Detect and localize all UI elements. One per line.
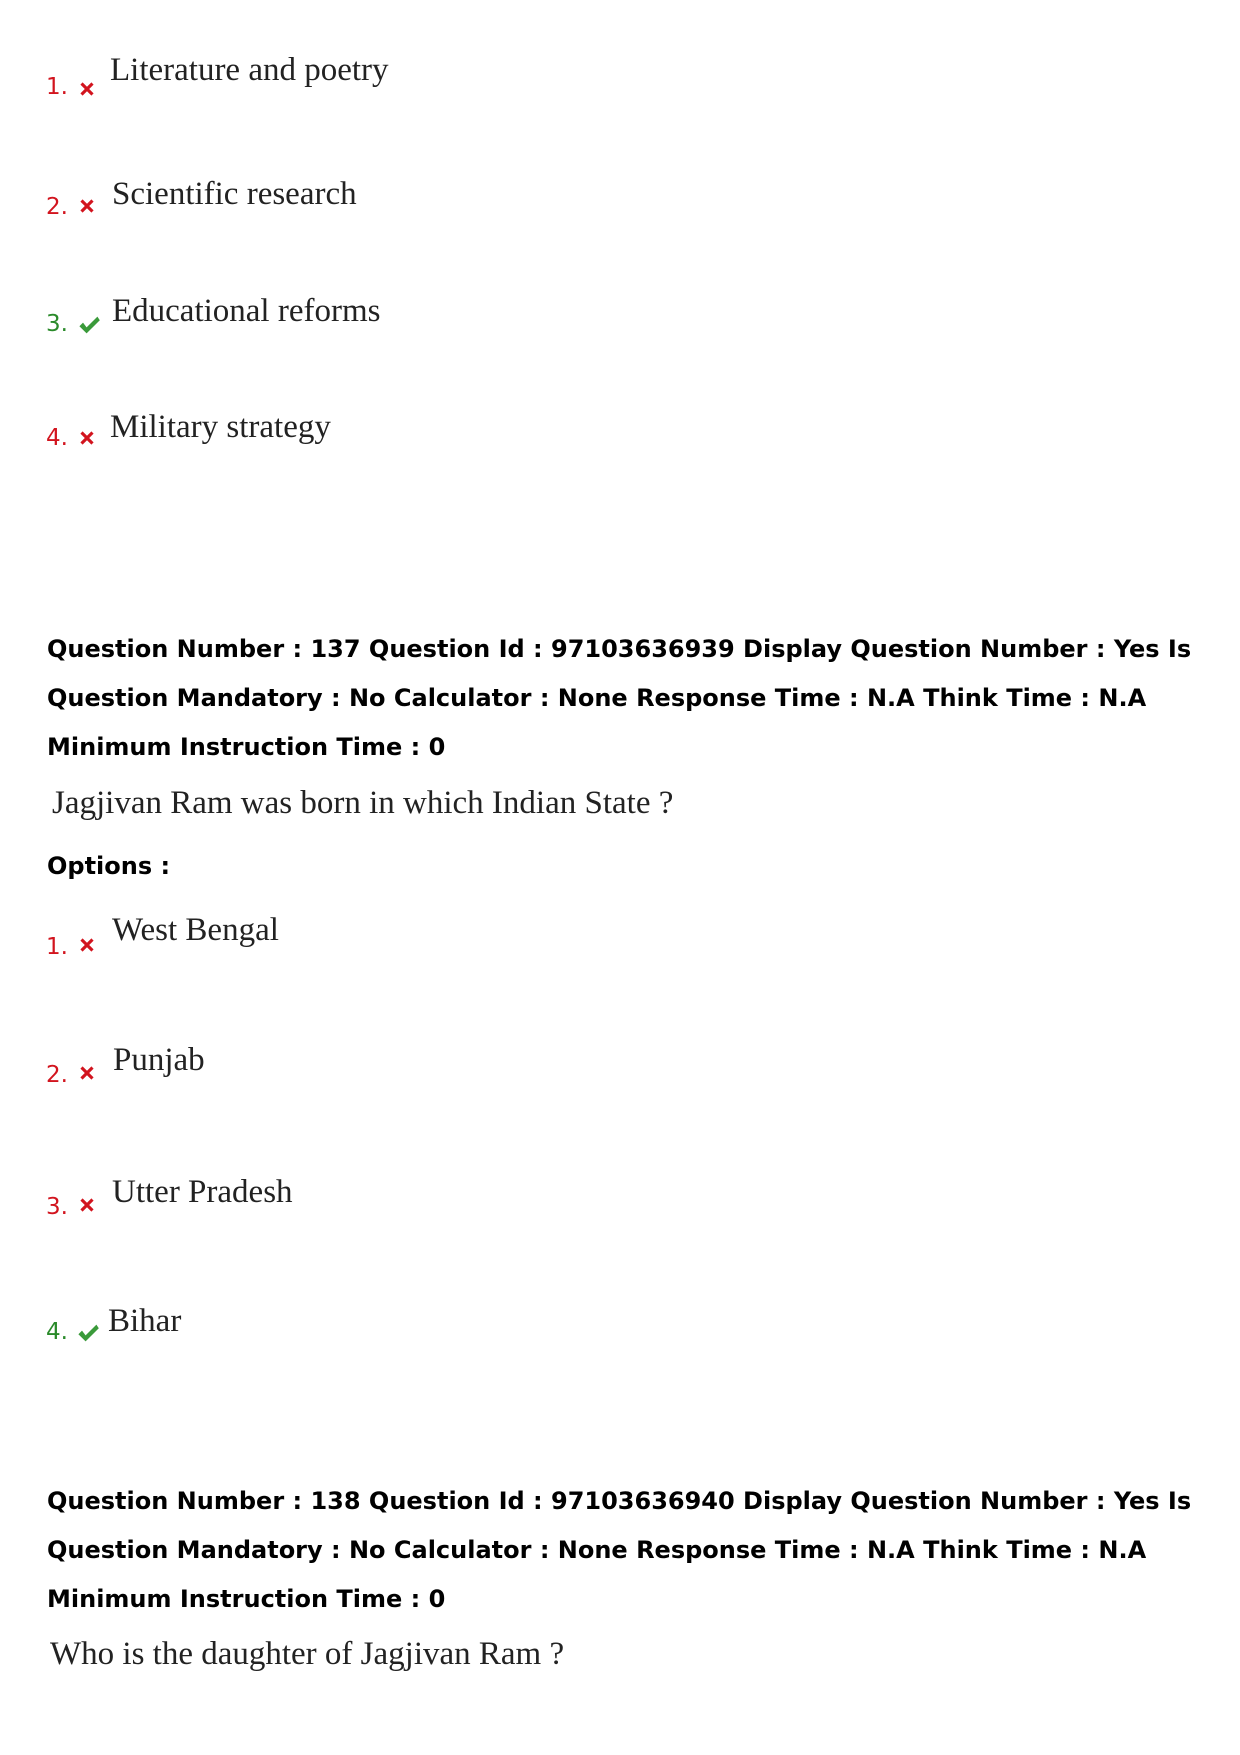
- option-number: 2.: [46, 194, 68, 220]
- option-number: 1.: [46, 934, 68, 960]
- option-number: 3.: [46, 1194, 68, 1220]
- check-icon: [75, 1321, 101, 1345]
- option-text: Bihar: [108, 1303, 182, 1339]
- option-number: 1.: [46, 74, 68, 100]
- question-138-text: Who is the daughter of Jagjivan Ram ?: [50, 1636, 565, 1672]
- option-text: Military strategy: [110, 409, 331, 445]
- cross-icon: [76, 934, 98, 956]
- question-137-meta: Question Number : 137 Question Id : 97103636939 Display Question Number : Yes Is Question Mandatory : No Calculator : None Response Time : N.A Think Time : N.A Minimum Instruction Time : 0: [47, 635, 1192, 761]
- option-text: Literature and poetry: [110, 52, 389, 88]
- option-text: Utter Pradesh: [112, 1174, 293, 1210]
- option-number: 3.: [46, 311, 68, 337]
- cross-icon: [76, 1194, 98, 1216]
- option-number: 4.: [46, 425, 68, 451]
- question-137-text: Jagjivan Ram was born in which Indian State ?: [52, 785, 674, 821]
- option-number: 4.: [46, 1319, 68, 1345]
- option-text: Scientific research: [112, 176, 357, 212]
- option-text: Punjab: [113, 1042, 205, 1078]
- cross-icon: [76, 427, 98, 449]
- option-text: Educational reforms: [112, 293, 381, 329]
- options-label: Options :: [47, 852, 171, 880]
- question-138-meta: Question Number : 138 Question Id : 97103636940 Display Question Number : Yes Is Question Mandatory : No Calculator : None Response Time : N.A Think Time : N.A Minimum Instruction Time : 0: [47, 1487, 1192, 1613]
- cross-icon: [76, 195, 98, 217]
- option-number: 2.: [46, 1062, 68, 1088]
- check-icon: [76, 313, 102, 337]
- option-text: West Bengal: [112, 912, 279, 948]
- cross-icon: [76, 1062, 98, 1084]
- cross-icon: [76, 78, 98, 100]
